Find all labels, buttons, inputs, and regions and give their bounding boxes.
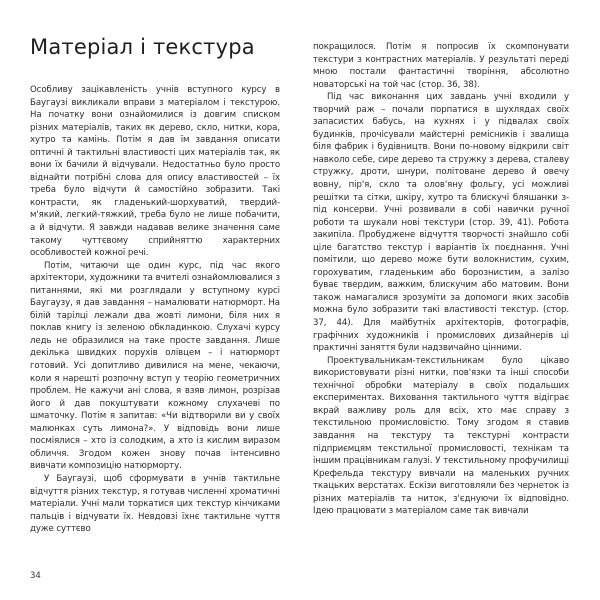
- page-title: Матеріал і текстура: [30, 35, 255, 59]
- paragraph: Потім, читаючи ще один курс, під час якого архітектори, художники та вчителі ознайомлювалися з питаннями, які ми розглядали у вступному курсі Баугаузу, я дав завдання – намалювати натюрморт. На білій тарілці лежали два жовті лимони, біля них я поклав книгу із зеленою обкладинкою. Слухачі курсу ледь не образилися на таке просте завдання. Лише декілька швидких порухів олівцем – і натюрморт готовий. Усі допитливо дивилися на мене, чекаючи, коли я нарешті розпочну вступ у теорію геометричних проблем. Не кажучи ані слова, я взяв лимон, розрізав його й дав покуштувати кожному слухачеві по шматочку. Потім я запитав: «Чи відтворили ви у своїх малюнках суть лимона?». У відповідь вони лише посміялися – хто із солодким, а хто із кислим виразом обличчя. Згодом кожен знову почав інтенсивно вивчати композицію натюрморту.: [30, 260, 280, 472]
- paragraph: покращилося. Потім я попросив їх скомпонувати текстури з контрастних матеріалів. У результаті переді мною постали фантастичні творіння, абсолютно новаторські на той час (стор. 36, 38).: [313, 42, 569, 90]
- right-column: [313, 41, 569, 518]
- paragraph: Під час виконання цих завдань учні входили у творчий раж – почали порпатися в шухлядах своїх запасистих бабусь, на кухнях і у підвалах своїх будинків, прочісували майстерні ремісників і звалища біля фабрик і будівництв. Вони по-новому відкрили світ навколо себе, сире дерево та стружку з дерева, сталеву стружку, дроти, шнури, політоване дерево й овечу вовну, пір'я, скло та олов'яну фольгу, усі можливі решітки та сітки, шкіру, хутро та блискучі бляшанки з-під консерви. Учні розвивали в собі навички ручної роботи та шукали нові текстури (стор. 39, 41). Робота закипіла. Пробуджене відчуття творчості знайшло собі ціле багатство текстур і варіантів їх поєднання. Учні помітили, що дерево може бути волокнистим, сухим, горохуватим, гладеньким або борознистим, а залізо буває твердим, важким, блискучим або матовим. Вони також намагалися зрозуміти за допомоги яких засобів можна було зобразити такі властивості текстур. (стор. 37, 44). Для майбутніх архітекторів, фотографів, графічних художників і промислових дизайнерів ці практичні заняття були надзвичайно цінними.: [313, 92, 569, 354]
- page-number: 34: [30, 571, 41, 581]
- paragraph: Проектувальникам-текстильникам було цікаво використовувати різні нитки, пов'язки та інші способи технічної обробки матеріалу в своїх подальших експериментах. Виховання тактильного чуття відіграє вкрай важливу роль для всіх, хто має справу з текстильною промисловістю. Тому згодом я ставив завдання на текстуру та текстурні контрасти підприємцям текстильної промисловості, технікам та іншим працівникам галузі. У текстильному профучилищі Крефельда текстуру вивчали на маленьких ручних ткацьких верстатах. Ескізи виготовляли без чернеток із різних матеріалів та ниток, з'єднуючи їх відповідно. Ідею працювати з матеріалом саме так вивчали: [313, 355, 569, 517]
- paragraph: Особливу зацікавленість учнів вступного курсу в Баугаузі викликали вправи з матеріалом і текстурою. На початку вони ознайомилися із довгим списком різних матеріалів, таких як дерево, скло, нитки, кора, хутро та камінь. Потім я дав їм завдання описати оптичні й тактильні властивості цих матеріалів так, як вони їх бачили й відчували. Недостатньо було просто віднайти потрібні слова для опису властивостей – їх треба було відчути й самостійно зобразити. Такі контрасти, як гладенький-шорхуватий, твердий-м'який, легкий-тяжкий, треба було не лише побачити, а й відчути. Я завжди надавав велике значення саме такому чуттєвому сприйняттю характерних особливостей кожної речі.: [30, 85, 280, 259]
- left-column: [30, 84, 280, 536]
- paragraph: У Баугаузі, щоб сформувати в учнів тактильне відчуття різних текстур, я готував численні хроматичні матеріали. Учні мали торкатися цих текстур кінчиками пальців і відчувати їх. Невдовзі їхнє тактильне чуття дуже суттєво: [30, 473, 280, 535]
